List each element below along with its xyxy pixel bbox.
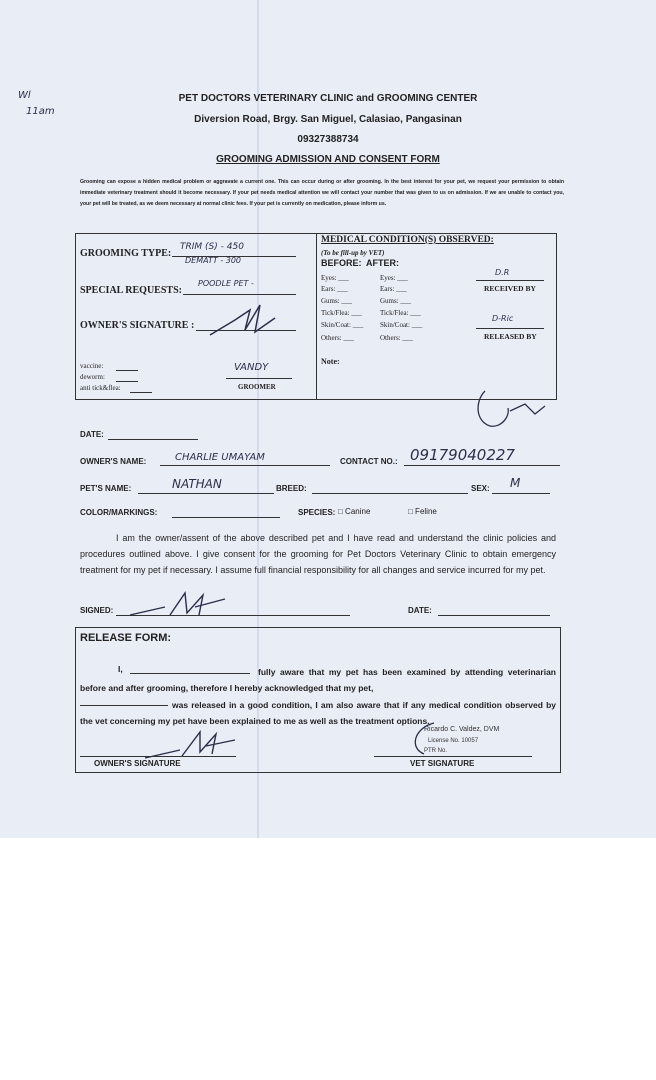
groomer-line — [226, 378, 292, 379]
consent-paragraph: I am the owner/assent of the above described pet and I have read and understand the clinic policies and procedures outlined above. I give consent for the grooming for Pet Doctors Veterinary Clinic to obtain emergency treatment for my pet if necessary. I assume full financial responsibility for all changes and service incurred for my pet. — [80, 533, 556, 575]
release-vet-signature-line — [374, 756, 532, 757]
special-requests-line — [183, 294, 296, 295]
pet-name-value: NATHAN — [172, 477, 222, 491]
received-by-line — [476, 280, 544, 281]
after-label: AFTER: — [366, 258, 399, 268]
received-by-value: D.R — [495, 268, 510, 277]
after-skin-coat: Skin/Coat: ___ — [380, 321, 423, 329]
signed-signature-scribble — [125, 585, 235, 623]
vet-stamp-line3: PTR No. — [424, 748, 448, 754]
before-ears: Ears: ___ — [321, 285, 348, 293]
release-text-end: was released in a good condition, I am also aware that if any medical condition observed by the vet concerning my pet have been explained to me as well as the treatment options. — [80, 700, 556, 726]
species-feline-option[interactable]: □ Feline — [408, 507, 437, 516]
breed-line — [312, 493, 468, 494]
sex-label: SEX: — [471, 484, 490, 493]
owner-signature-scribble — [205, 300, 285, 340]
before-eyes: Eyes: ___ — [321, 274, 349, 282]
pet-name-label: PET'S NAME: — [80, 484, 132, 493]
released-by-label: RELEASED BY — [484, 332, 537, 341]
box-divider — [316, 233, 317, 399]
grooming-type-label: GROOMING TYPE: — [80, 248, 172, 259]
color-markings-label: COLOR/MARKINGS: — [80, 508, 158, 517]
note-label: Note: — [321, 357, 340, 366]
release-vet-signature-label: VET SIGNATURE — [410, 759, 475, 768]
owner-name-line — [160, 465, 330, 466]
groomer-label: GROOMER — [238, 383, 276, 391]
after-tick-flea: Tick/Flea: ___ — [380, 309, 421, 317]
signed-date-label: DATE: — [408, 606, 432, 615]
release-text-body: fully aware that my pet has been examined by attending veterinarian before and after grooming, therefore I hereby acknowledged that my pet, — [80, 667, 556, 693]
margin-note-2: 11am — [26, 106, 55, 117]
anti-tick-label: anti tick&flea: — [80, 384, 121, 392]
before-gums: Gums: ___ — [321, 297, 352, 305]
after-gums: Gums: ___ — [380, 297, 411, 305]
owner-name-label: OWNER'S NAME: — [80, 457, 147, 466]
before-label: BEFORE: — [321, 258, 362, 268]
before-skin-coat: Skin/Coat: ___ — [321, 321, 364, 329]
clinic-address: Diversion Road, Brgy. San Miguel, Calasiao, Pangasinan — [194, 114, 462, 125]
sex-line — [492, 493, 550, 494]
clinic-name: PET DOCTORS VETERINARY CLINIC and GROOMING CENTER — [178, 93, 478, 104]
before-others: Others: ___ — [321, 334, 354, 342]
signed-date-line — [438, 615, 550, 616]
margin-note-1: Wl — [18, 90, 31, 101]
grooming-type-value-1: TRIM (S) - 450 — [180, 242, 244, 252]
species-label: SPECIES: — [298, 508, 336, 517]
form-title: GROOMING ADMISSION AND CONSENT FORM — [216, 154, 440, 165]
color-markings-line — [172, 517, 280, 518]
vet-initials-scribble — [470, 386, 550, 431]
vet-stamp-line1: Ricardo C. Valdez, DVM — [424, 726, 500, 733]
special-requests-value: POODLE PET - — [198, 279, 254, 288]
release-text-i: I, — [118, 664, 123, 674]
date-line — [108, 439, 198, 440]
special-requests-label: SPECIAL REQUESTS: — [80, 285, 182, 296]
release-form-title: RELEASE FORM: — [80, 632, 172, 644]
owner-name-value: CHARLIE UMAYAM — [175, 452, 265, 463]
owner-signature-label: OWNER'S SIGNATURE : — [80, 320, 195, 331]
intro-paragraph: Grooming can expose a hidden medical problem or aggravate a current one. This can occur during or after grooming. In the best interest for your pet, we request your permission to obtain immediate veterinary treatment should it become necessary. If your pet needs medical attention we will contact your number that was given to us on admission. If we are unable to contact you, your pet will be treated, as we deem necessary at normal clinic fees. If your pet is currently on medication, please inform us. — [80, 179, 564, 207]
contact-line — [404, 465, 560, 466]
after-ears: Ears: ___ — [380, 285, 407, 293]
medical-conditions-subtitle: (To be fill-up by VET) — [321, 249, 385, 257]
release-owner-signature-line — [80, 756, 236, 757]
deworm-label: deworm: — [80, 373, 105, 381]
after-others: Others: ___ — [380, 334, 413, 342]
pet-name-line — [138, 493, 274, 494]
vet-signature-scribble — [404, 718, 444, 758]
contact-value: 09179040227 — [410, 446, 515, 464]
before-tick-flea: Tick/Flea: ___ — [321, 309, 362, 317]
deworm-line — [116, 381, 138, 382]
received-by-label: RECEIVED BY — [484, 284, 536, 293]
sex-value: M — [510, 476, 521, 490]
breed-label: BREED: — [276, 484, 307, 493]
vaccine-label: vaccine: — [80, 362, 104, 370]
released-by-line — [476, 328, 544, 329]
vet-stamp-line2: License No. 10057 — [428, 738, 479, 744]
clinic-phone: 09327388734 — [297, 134, 359, 145]
species-canine-option[interactable]: □ Canine — [338, 507, 371, 516]
medical-conditions-title: MEDICAL CONDITION(S) OBSERVED: — [321, 235, 494, 245]
release-owner-signature-label: OWNER'S SIGNATURE — [94, 759, 181, 768]
grooming-type-value-2: DEMATT - 300 — [185, 256, 242, 265]
contact-label: CONTACT NO.: — [340, 457, 398, 466]
anti-tick-line — [130, 392, 152, 393]
released-by-value: D-Ric — [492, 314, 514, 323]
after-eyes: Eyes: ___ — [380, 274, 408, 282]
vaccine-line — [116, 370, 138, 371]
groomer-value: VANDY — [234, 362, 269, 373]
signed-label: SIGNED: — [80, 606, 114, 615]
date-label: DATE: — [80, 430, 104, 439]
